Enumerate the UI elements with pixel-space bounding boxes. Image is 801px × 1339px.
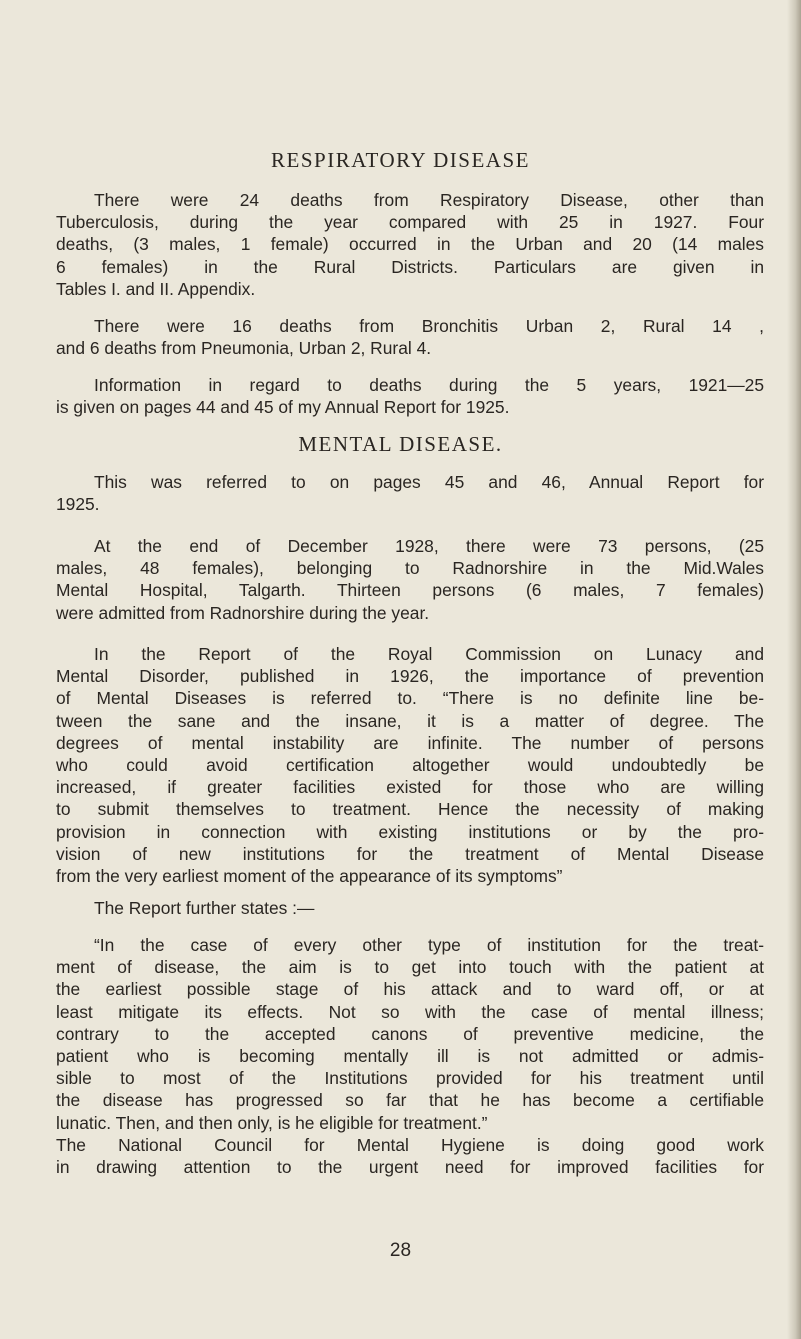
text-line: In the Report of the Royal Commission on Lunacy and: [94, 644, 764, 664]
paragraph-respiratory-deaths: [56, 189, 764, 300]
text-line: the earliest possible stage of his attack and to ward off, or at: [56, 979, 764, 1000]
text-line: who could avoid certification altogether would undoubtedly be: [56, 755, 764, 776]
text-line: patient who is becoming mentally ill is not admitted or admis-: [56, 1046, 764, 1067]
text-line: Mental Disorder, published in 1926, the importance of prevention: [56, 666, 764, 687]
text-line: 1925.: [56, 494, 100, 515]
text-line: the disease has progressed so far that he has become a certifiable: [56, 1090, 764, 1111]
text-line: “In the case of every other type of institution for the treat-: [94, 935, 764, 955]
heading-mental-disease: MENTAL DISEASE.: [298, 432, 503, 456]
text-line: sible to most of the Institutions provided for his treatment until: [56, 1068, 764, 1089]
text-line: is given on pages 44 and 45 of my Annual Report for 1925.: [56, 397, 510, 418]
paragraph-quoted-report: [56, 934, 764, 1178]
heading-respiratory-disease: RESPIRATORY DISEASE: [271, 148, 530, 172]
text-line: The Report further states :—: [94, 898, 315, 918]
text-line: The National Council for Mental Hygiene is doing good work: [56, 1134, 764, 1155]
text-line: and 6 deaths from Pneumonia, Urban 2, Rural 4.: [56, 338, 432, 359]
text-line: There were 24 deaths from Respiratory Disease, other than: [94, 190, 764, 210]
paragraph-report-further-states: [56, 897, 764, 919]
text-line: in drawing attention to the urgent need for improved facilities for: [56, 1157, 764, 1178]
paragraph-royal-commission: [56, 643, 764, 887]
text-line: Tuberculosis, during the year compared with 25 in 1927. Four: [56, 212, 764, 233]
text-line: There were 16 deaths from Bronchitis Urban 2, Rural 14 ,: [94, 316, 764, 336]
text-line: least mitigate its effects. Not so with the case of mental illness;: [56, 1001, 764, 1022]
paragraph-bronchitis-pneumonia: [56, 315, 764, 359]
text-line: Tables I. and II. Appendix.: [56, 278, 256, 299]
text-line: Information in regard to deaths during the 5 years, 1921—25: [94, 375, 764, 395]
text-line: This was referred to on pages 45 and 46, Annual Report for: [94, 472, 764, 492]
text-line: from the very earliest moment of the appearance of its symptoms”: [56, 866, 563, 887]
paragraph-talgarth-persons: [56, 535, 764, 624]
text-line: 6 females) in the Rural Districts. Particulars are given in: [56, 256, 764, 277]
text-line: Mental Hospital, Talgarth. Thirteen persons (6 males, 7 females): [56, 580, 764, 601]
text-line: vision of new institutions for the treatment of Mental Disease: [56, 843, 764, 864]
text-line: males, 48 females), belonging to Radnorshire in the Mid.Wales: [56, 558, 764, 579]
text-line: lunatic. Then, and then only, is he eligible for treatment.”: [56, 1112, 488, 1133]
page-number: 28: [389, 1240, 412, 1261]
text-line: deaths, (3 males, 1 female) occurred in the Urban and 20 (14 males: [56, 234, 764, 255]
paragraph-five-year-information: [56, 374, 764, 418]
paragraph-mental-reference: [56, 471, 764, 515]
text-line: of Mental Diseases is referred to. “There is no definite line be-: [56, 688, 764, 709]
text-line: At the end of December 1928, there were 73 persons, (25: [94, 536, 764, 556]
page-edge-shadow: [787, 0, 801, 1339]
text-line: contrary to the accepted canons of preventive medicine, the: [56, 1023, 764, 1044]
text-line: degrees of mental instability are infinite. The number of persons: [56, 732, 764, 753]
text-line: provision in connection with existing institutions or by the pro-: [56, 821, 764, 842]
text-line: ment of disease, the aim is to get into touch with the patient at: [56, 957, 764, 978]
text-line: were admitted from Radnorshire during the year.: [56, 602, 430, 623]
text-line: to submit themselves to treatment. Hence the necessity of making: [56, 799, 764, 820]
text-line: increased, if greater facilities existed for those who are willing: [56, 777, 764, 798]
text-line: tween the sane and the insane, it is a matter of degree. The: [56, 710, 764, 731]
